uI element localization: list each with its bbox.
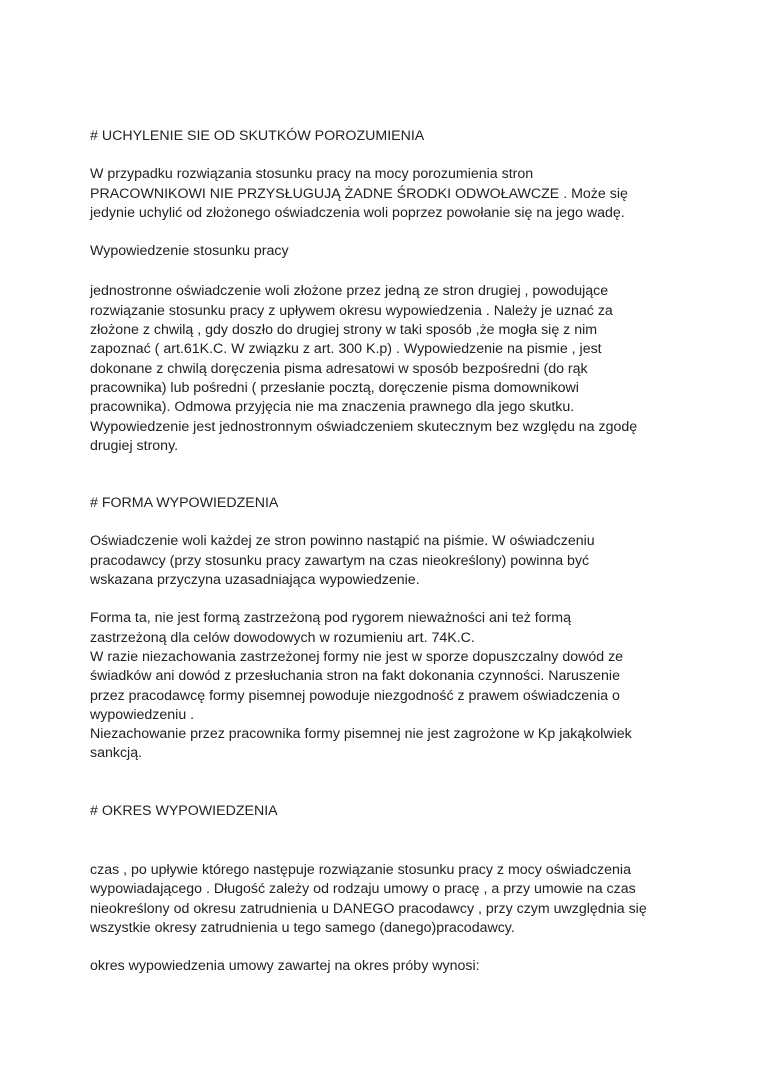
text-line: pracownika). Odmowa przyjęcia nie ma znaczenia prawnego dla jego skutku. <box>90 399 575 416</box>
text-line: Forma ta, nie jest formą zastrzeżoną pod rygorem nieważności ani też formą <box>90 610 572 627</box>
text-line: sankcją. <box>90 745 143 762</box>
text-line: pracownika) lub pośredni ( przesłanie pocztą, doręczenie pisma domownikowi <box>90 379 579 396</box>
paragraph-definicja-wypowiedzenia <box>90 282 680 456</box>
text-line: czas , po upływie którego następuje rozwiązanie stosunku pracy z mocy oświadczenia <box>90 862 631 879</box>
section-heading-forma: # FORMA WYPOWIEDZENIA <box>90 495 279 512</box>
text-line: rozwiązanie stosunku pracy z upływem okresu wypowiedzenia . Należy je uznać za <box>90 302 613 319</box>
text-line: Niezachowanie przez pracownika formy pisemnej nie jest zagrożone w Kp jakąkolwiek <box>90 726 632 743</box>
text-line: jednostronne oświadczenie woli złożone przez jedną ze stron drugiej , powodujące <box>90 283 609 300</box>
section-heading-okres: # OKRES WYPOWIEDZENIA <box>90 802 278 819</box>
text-line: wypowiadającego . Długość zależy od rodzaju umowy o pracę , a przy umowie na czas <box>90 881 636 898</box>
text-line: przez pracodawcę formy pisemnej powoduje niezgodność z prawem oświadczenia o <box>90 687 620 704</box>
text-line: Wypowiedzenie jest jednostronnym oświadczeniem skutecznym bez względu na zgodę <box>90 418 638 435</box>
subheading-wypowiedzenie: Wypowiedzenie stosunku pracy <box>90 243 289 260</box>
text-line: okres wypowiedzenia umowy zawartej na okres próby wynosi: <box>90 958 480 975</box>
text-line: złożone z chwilą , gdy doszło do drugiej strony w taki sposób ,że mogła się z nim <box>90 322 598 339</box>
text-line: jedynie uchylić od złożonego oświadczenia woli poprzez powołanie się na jego wadę. <box>90 204 625 221</box>
text-line: wskazana przyczyna uzasadniająca wypowiedzenie. <box>90 572 420 589</box>
text-line: wypowiedzeniu . <box>90 706 195 723</box>
text-line: W przypadku rozwiązania stosunku pracy na mocy porozumienia stron <box>90 166 534 183</box>
text-line: Oświadczenie woli każdej ze stron powinno nastąpić na piśmie. W oświadczeniu <box>90 533 595 550</box>
text-line: drugiej strony. <box>90 437 179 454</box>
document-body <box>90 127 680 977</box>
section-heading-uchylenie: # UCHYLENIE SIE OD SKUTKÓW POROZUMIENIA <box>90 128 425 144</box>
text-line: zastrzeżoną dla celów dowodowych w rozumieniu art. 74K.C. <box>90 629 475 646</box>
paragraph-okres-proby <box>90 957 680 976</box>
paragraph-okres-definicja <box>90 861 680 938</box>
text-line: nieokreślony od okresu zatrudnienia u DANEGO pracodawcy , przy czym uwzględnia się <box>90 900 647 917</box>
text-line: zapoznać ( art.61K.C. W związku z art. 300 K.p) . Wypowiedzenie na pismie , jest <box>90 341 602 358</box>
text-line: PRACOWNIKOWI NIE PRZYSŁUGUJĄ ŻADNE ŚRODKI ODWOŁAWCZE . Może się <box>90 185 628 202</box>
paragraph-oswiadczenie-woli <box>90 532 680 590</box>
text-line: świadków ani dowód z przesłuchania stron na fakt dokonania czynności. Naruszenie <box>90 668 620 685</box>
text-line: pracodawcy (przy stosunku pracy zawartym na czas nieokreślony) powinna być <box>90 552 590 569</box>
text-line: wszystkie okresy zatrudnienia u tego samego (danego)pracodawcy. <box>90 919 515 936</box>
text-line: W razie niezachowania zastrzeżonej formy nie jest w sporze dopuszczalny dowód ze <box>90 648 624 665</box>
paragraph-porozumienie <box>90 165 680 223</box>
paragraph-forma-zastrzezona <box>90 609 680 763</box>
text-line: dokonane z chwilą doręczenia pisma adresatowi w sposób bezpośredni (do rąk <box>90 360 588 377</box>
